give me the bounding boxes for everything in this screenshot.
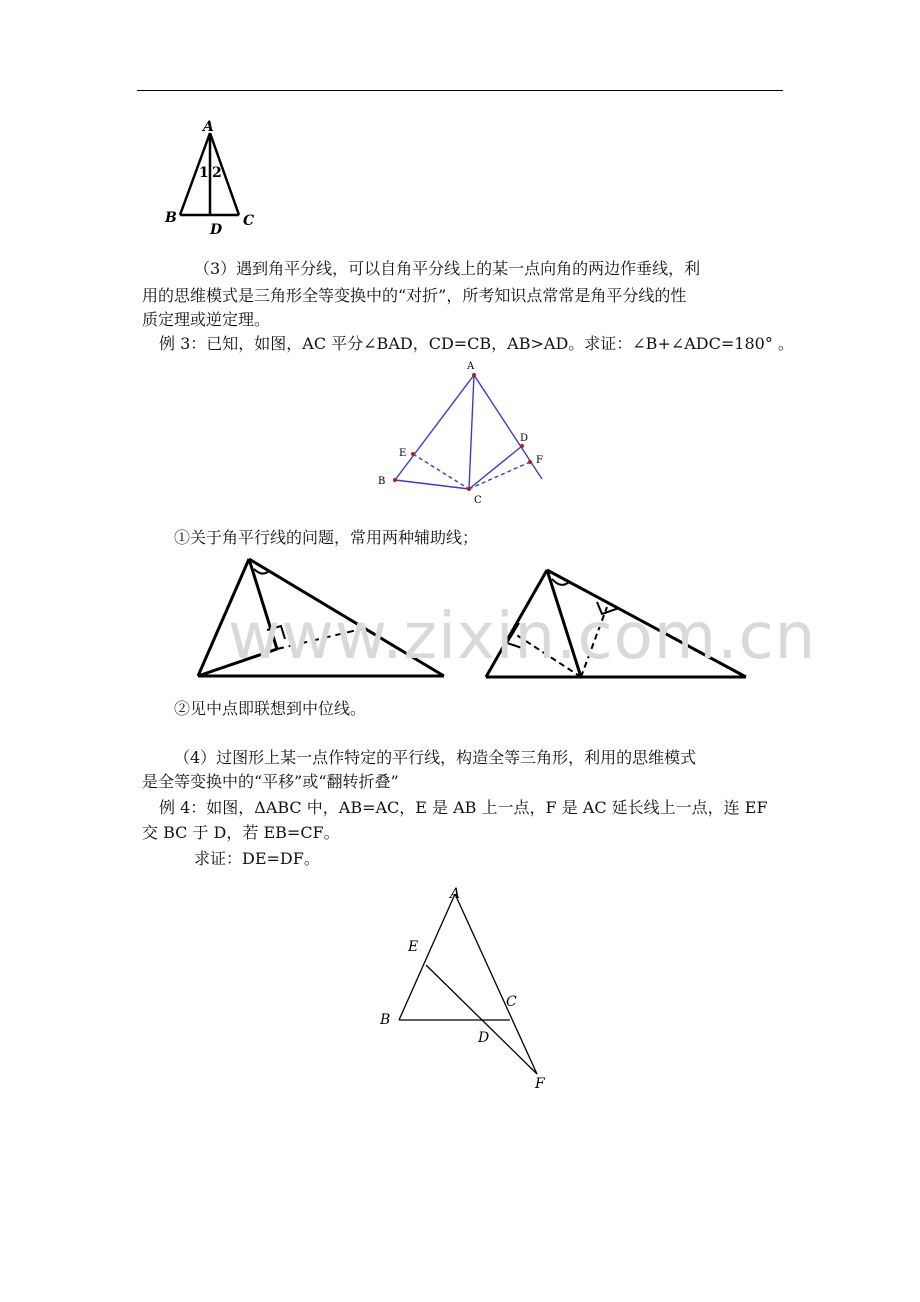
section4-line1: （4）过图形上某一点作特定的平行线，构造全等三角形，利用的思维模式	[174, 748, 697, 767]
label-f: F	[536, 455, 543, 466]
label-angle-2: 2	[212, 165, 222, 181]
label-d: D	[478, 1030, 490, 1046]
ray-ad-extended	[474, 375, 542, 479]
section4-line2: 是全等变换中的“平移”或“翻转折叠”	[142, 772, 399, 791]
point-c	[467, 487, 471, 491]
label-a: A	[467, 361, 475, 372]
section3-line3: 质定理或逆定理。	[142, 310, 271, 329]
segment-cd	[469, 446, 522, 489]
label-c: C	[506, 994, 517, 1010]
segment-af	[455, 894, 537, 1074]
perpendicular-cf	[469, 462, 530, 489]
section3-line1: （3）遇到角平分线，可以自角平分线上的某一点向角的两边作垂线，利	[194, 259, 701, 278]
label-angle-1: 1	[199, 165, 209, 181]
figure-example3	[370, 358, 555, 508]
label-a: A	[450, 886, 461, 902]
point-f	[528, 460, 532, 464]
label-d: D	[520, 433, 529, 444]
tip-angle-bisector: ①关于角平行线的问题，常用两种辅助线；	[174, 528, 479, 547]
figure-isosceles-triangle	[155, 115, 265, 240]
example4-line1: 例 4：如图，ΔABC 中，AB=AC，E 是 AB 上一点，F 是 AC 延长线上一点，连 EF	[159, 798, 768, 817]
point-d	[520, 444, 524, 448]
label-a: A	[203, 119, 214, 135]
figure-example4	[370, 878, 560, 1093]
label-b: B	[165, 210, 177, 226]
header-rule	[137, 90, 783, 91]
example3-statement: 例 3：已知，如图，AC 平分∠BAD，CD=CB，AB>AD。求证：∠B+∠ADC=180° 。	[159, 334, 794, 353]
point-a	[472, 373, 476, 377]
label-e: E	[399, 448, 407, 459]
label-f: F	[535, 1076, 545, 1092]
tip-midpoint: ②见中点即联想到中位线。	[174, 699, 367, 718]
label-c: C	[243, 213, 255, 229]
point-e	[411, 452, 415, 456]
segment-ab	[395, 375, 474, 480]
section3-line2: 用的思维模式是三角形全等变换中的“对折”，所考知识点常常是角平分线的性	[142, 286, 687, 305]
example4-prove: 求证：DE=DF。	[194, 849, 320, 868]
label-d: D	[210, 222, 223, 238]
label-c: C	[474, 495, 482, 506]
watermark: www.zixin.com.cn	[228, 600, 817, 674]
point-b	[393, 478, 397, 482]
label-b: B	[380, 1012, 391, 1028]
label-b: B	[378, 476, 386, 487]
label-e: E	[408, 939, 419, 955]
segment-ac	[469, 375, 474, 489]
example4-line2: 交 BC 于 D，若 EB=CF。	[142, 823, 340, 842]
segment-ab	[399, 894, 455, 1020]
